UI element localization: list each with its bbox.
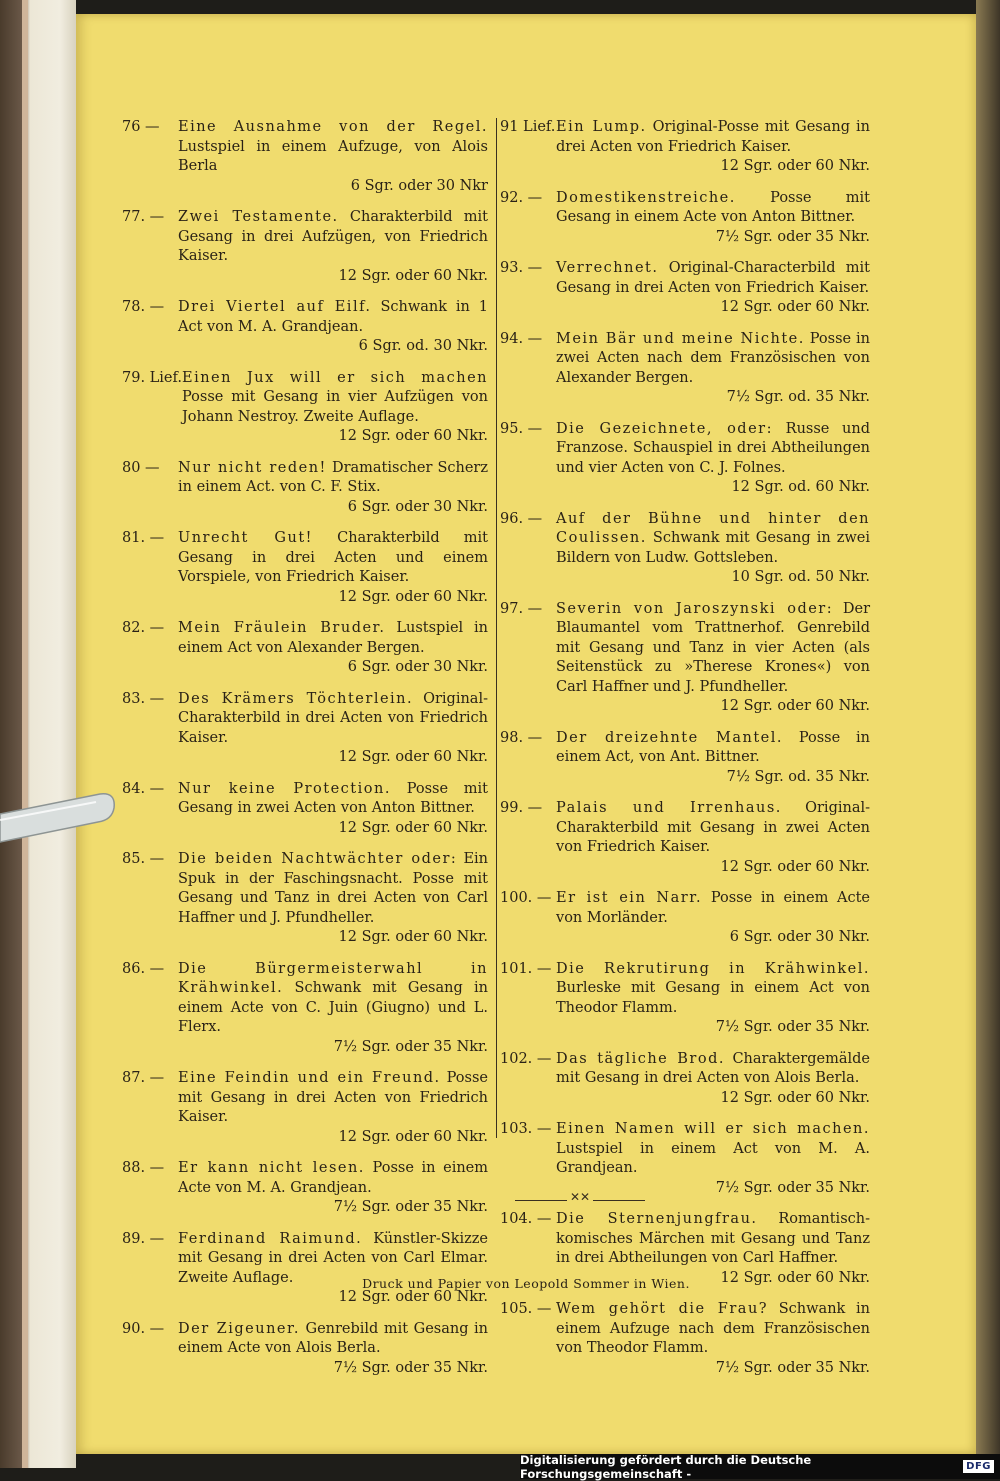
entry-body [122,529,488,588]
ornament-glyph: ✕✕ [569,1190,591,1204]
entry-description: Der Blaumantel vom Trattnerhof. Genrebild mit Gesang und Tanz in vier Acten (als Seitenstück zu »Therese Krones«) von Carl Haffner und J. Pfundheller. [556,600,871,695]
entry-text [178,459,488,498]
catalog-entry [500,960,870,1038]
entry-description: Dramatischer Scherz in einem Act. von C. F. Stix. [178,459,489,495]
entry-body [500,960,870,1019]
entry-number: 95. — [500,420,543,437]
entry-number: 89. — [122,1230,165,1247]
entry-title: Die Rekrutirung in Krähwinkel. [556,960,870,977]
entry-number: 85. — [122,851,165,867]
entry-description: Schwank mit Gesang in einem Acte von C. Juin (Giugno) und L. Flerx. [178,980,488,1035]
entry-description: Künstler-Skizze mit Gesang in drei Acten von Carl Elmar. Zweite Auflage. [178,1230,489,1286]
entry-price: 7½ Sgr. oder 35 Nkr. [333,1038,488,1055]
entry-body [500,600,870,698]
printer-imprint: Druck und Papier von Leopold Sommer in Wien. [362,1276,690,1291]
entry-title: Palais und Irrenhaus. [556,800,782,816]
entry-title: Die Gezeichnete, oder: [556,420,773,437]
entry-number: 88. — [122,1160,165,1176]
entry-body [500,799,870,858]
entry-text [556,1050,870,1089]
entry-text [178,1320,488,1359]
left-column [122,118,497,1376]
entry-text [556,259,870,298]
entry-description: Lustspiel in einem Act von Alexander Bergen. [178,620,489,656]
entry-title: Wem gehört die Frau? [556,1301,769,1317]
entry-number: 99. — [500,800,543,816]
entry-body [122,208,488,267]
entry-title: Einen Namen will er sich machen. [556,1121,870,1137]
entry-description: Schwank in 1 Act von M. A. Grandjean. [178,299,489,335]
entry-body [500,1050,870,1089]
entry-title: Drei Viertel auf Eilf. [178,299,372,315]
entry-body [500,189,870,228]
entry-number: 92. — [500,189,543,206]
entry-body [122,960,488,1038]
catalog-entry [122,690,488,768]
entry-title: Mein Bär und meine Nichte. [556,330,805,347]
entry-price: 12 Sgr. od. 60 Nkr. [731,479,870,495]
entry-title: Mein Fräulein Bruder. [178,620,386,636]
entry-number: 94. — [500,330,543,347]
catalog-entry [500,118,870,177]
entry-price: 6 Sgr. oder 30 Nkr. [729,929,870,945]
entry-description: Original-Charakterbild in drei Acten von Friedrich Kaiser. [178,690,488,746]
entry-price: 12 Sgr. oder 60 Nkr. [338,588,488,605]
catalog-entry [500,600,870,717]
entry-description: Russe und Franzose. Schauspiel in drei Abtheilungen und vier Acten von C. J. Folnes. [556,420,871,476]
entry-text [556,510,870,569]
catalog-entry [500,1300,870,1378]
entry-text [556,330,870,389]
entry-text [178,118,488,177]
entry-number: 81. — [122,530,165,546]
entry-text [178,529,488,588]
catalog-entry [122,780,488,839]
entry-body [122,1069,488,1128]
entry-description: Burleske mit Gesang in einem Act von Theodor Flamm. [556,980,870,1016]
entry-number: 102. — [500,1050,552,1067]
entry-text [556,420,870,479]
entry-text [178,960,488,1038]
entry-body [122,850,488,928]
entry-description: Lustspiel in einem Aufzuge, von Alois Berla [178,138,488,174]
entry-price: 7½ Sgr. oder 35 Nkr. [715,1359,870,1376]
adjacent-page-edge [0,0,76,1468]
entry-description: Charakterbild mit Gesang in drei Aufzügen, von Friedrich Kaiser. [178,209,488,264]
entry-text [556,600,870,698]
entry-title: Einen Jux will er sich machen [181,369,488,386]
entry-description: Original-Charakterbild mit Gesang in zwei Acten von Friedrich Kaiser. [556,800,871,855]
entry-price: 12 Sgr. oder 60 Nkr. [338,819,488,836]
digitization-banner [520,1454,1000,1479]
entry-description: Schwank mit Gesang in zwei Bildern von Ludw. Gottsleben. [556,530,870,566]
entry-text [556,1120,870,1179]
entry-text [556,118,870,157]
entry-price: 10 Sgr. od. 50 Nkr. [731,569,870,585]
entry-title: Nur keine Protection. [178,780,391,797]
entry-description: Schwank in einem Aufzuge nach dem Französischen von Theodor Flamm. [556,1301,870,1356]
entry-description: Original-Characterbild mit Gesang in drei Acten von Friedrich Kaiser. [556,260,870,296]
entry-title: Eine Feindin und ein Freund. [178,1070,441,1086]
entry-number: 100. — [500,890,552,906]
entry-text [556,1210,870,1269]
entry-price: 12 Sgr. oder 60 Nkr. [338,267,488,284]
entry-body [500,729,870,768]
entry-text [556,799,870,858]
catalog-entry [500,330,870,408]
catalog-entry [122,529,488,607]
entry-title: Des Krämers Töchterlein. [178,690,414,707]
entry-number: 82. — [122,620,165,636]
entry-text [178,1069,488,1128]
entry-body [122,459,488,498]
dfg-logo: DFG [963,1460,994,1473]
catalog-entry [500,799,870,877]
entry-text [556,889,870,928]
entry-description: Charaktergemälde mit Gesang in drei Acten von Alois Berla. [556,1050,870,1086]
catalog-entry [500,420,870,498]
entry-title: Verrechnet. [556,260,659,276]
entry-body [500,330,870,389]
divider-ornament [515,1190,645,1206]
entry-price: 6 Sgr. oder 30 Nkr. [347,659,488,675]
entry-price: 7½ Sgr. oder 35 Nkr. [333,1199,488,1215]
entry-price: 7½ Sgr. oder 35 Nkr. [715,1179,870,1196]
entry-description: Charakterbild mit Gesang in drei Acten und einem Vorspiele, von Friedrich Kaiser. [178,530,488,585]
entry-description: Romantisch-komisches Märchen mit Gesang und Tanz in drei Abtheilungen von Carl Haffner. [556,1211,870,1266]
entry-number: 101. — [500,960,552,977]
entry-price: 12 Sgr. oder 60 Nkr. [338,749,488,765]
catalog-entry [122,850,488,948]
entry-number: 78. — [122,299,165,315]
entry-number: 86. — [122,960,165,977]
entry-price: 6 Sgr. oder 30 Nkr [350,177,488,194]
entry-price: 7½ Sgr. od. 35 Nkr. [726,389,870,405]
entry-price: 12 Sgr. oder 60 Nkr. [338,929,488,945]
entry-price: 6 Sgr. oder 30 Nkr. [347,498,488,515]
entry-title: Severin von Jaroszynski oder: [556,600,834,617]
entry-text [556,1300,870,1359]
entry-title: Zwei Testamente. [178,209,339,225]
entry-price: 12 Sgr. oder 60 Nkr. [338,1289,488,1305]
entry-number: 80 — [122,459,160,476]
entry-number: 84. — [122,780,165,797]
entry-number: 83. — [122,690,165,707]
entry-body [122,780,488,819]
entry-title: Nur nicht reden! [178,459,327,476]
entry-price: 12 Sgr. oder 60 Nkr. [720,299,870,315]
catalog-entry [122,960,488,1058]
entry-title: Der dreizehnte Mantel. [556,729,784,746]
entry-number: 87. — [122,1070,165,1086]
entry-text [178,850,488,928]
catalog-entry [500,1120,870,1198]
entry-body [500,510,870,569]
entry-price: 12 Sgr. oder 60 Nkr. [338,428,488,444]
catalog-entry [122,619,488,678]
entry-body [500,259,870,298]
entry-price: 7½ Sgr. od. 35 Nkr. [726,768,870,785]
page-gutter [22,0,28,1468]
entry-body [500,118,870,157]
catalog-entry [122,459,488,518]
entry-title: Auf der Bühne und hinter den Coulissen. [556,510,870,546]
entry-text [556,729,870,768]
entry-title: Domestikenstreiche. [556,189,736,206]
entry-description: Original-Posse mit Gesang in drei Acten von Friedrich Kaiser. [556,119,870,155]
ornament-line-right [593,1200,645,1201]
entry-title: Er ist ein Narr. [556,890,703,906]
entry-title: Die Sternenjungfrau. [556,1211,758,1227]
catalog-entry [500,189,870,248]
entry-number: 97. — [500,600,543,617]
entry-title: Unrecht Gut! [178,530,314,546]
entry-description: Posse in zwei Acten nach dem Französischen von Alexander Bergen. [556,330,870,386]
entry-price: 7½ Sgr. oder 35 Nkr. [715,1019,870,1035]
entry-text [556,189,870,228]
entry-description: Posse mit Gesang in zwei Acten von Anton Bittner. [178,780,488,816]
entry-description: Posse in einem Acte von M. A. Grandjean. [178,1160,489,1196]
digitization-note: Digitalisierung gefördert durch die Deutsche Forschungsgemeinschaft - [520,1452,812,1481]
entry-body [122,298,488,337]
entry-number: 90. — [122,1320,165,1337]
book-edge [976,0,1000,1468]
entry-number: 93. — [500,260,543,276]
entry-body [122,118,488,177]
entry-description: Genrebild mit Gesang in einem Acte von Alois Berla. [178,1320,488,1356]
catalog-entry [122,208,488,286]
entry-description: Posse mit Gesang in einem Acte von Anton Bittner. [556,189,871,225]
entry-number: 76 — [122,119,160,135]
entry-description: Lustspiel in einem Act von M. A. Grandjean. [556,1140,870,1176]
entry-price: 7½ Sgr. oder 35 Nkr. [333,1359,488,1376]
entry-text [178,619,488,658]
entry-number: 91 Lief. [500,119,556,135]
entry-text [178,1159,488,1198]
entry-title: Ferdinand Raimund. [178,1230,363,1247]
entry-text [178,780,488,819]
entry-title: Das tägliche Brod. [556,1050,725,1067]
entry-description: Posse in einem Acte von Morländer. [556,890,870,926]
entry-description: Posse mit Gesang in vier Aufzügen von Johann Nestroy. Zweite Auflage. [181,389,488,425]
entry-text [178,298,488,337]
entry-description: Posse in einem Act, von Ant. Bittner. [556,729,871,765]
entry-title: Der Zigeuner. [178,1320,300,1337]
book-clip [0,790,120,850]
entry-body [122,690,488,749]
entry-text [178,208,488,267]
entry-body [500,1210,870,1269]
entry-body [500,420,870,479]
entry-price: 12 Sgr. oder 60 Nkr. [338,1128,488,1145]
entry-description: Ein Spuk in der Faschingsnacht. Posse mit Gesang und Tanz in drei Acten von Carl Haffner und J. Pfundheller. [178,851,488,926]
entry-title: Die beiden Nachtwächter oder: [178,851,458,867]
catalog-entry [122,1230,488,1308]
entry-number: 79. Lief. [122,369,182,386]
entry-body [500,1120,870,1179]
entry-body [122,619,488,658]
entry-body [122,369,488,428]
entry-price: 12 Sgr. oder 60 Nkr. [720,698,870,714]
entry-title: Ein Lump. [556,119,647,135]
catalog-entry [122,369,488,447]
ornament-line-left [515,1200,567,1201]
catalog-entry [122,1320,488,1379]
entry-price: 12 Sgr. oder 60 Nkr. [720,1269,870,1286]
catalog-entry [500,1050,870,1109]
entry-title: Er kann nicht lesen. [178,1160,365,1176]
entry-number: 98. — [500,729,543,746]
catalog-entry [500,889,870,948]
catalog-entry [122,298,488,357]
entry-description: Posse mit Gesang in drei Acten von Friedrich Kaiser. [178,1070,488,1125]
entry-text [556,960,870,1019]
entry-price: 12 Sgr. oder 60 Nkr. [720,858,870,875]
catalog-entry [122,1159,488,1218]
entry-number: 103. — [500,1121,552,1137]
entry-title: Die Bürgermeisterwahl in Krähwinkel. [178,960,488,996]
entry-body [122,1159,488,1198]
entry-number: 104. — [500,1211,552,1227]
entry-price: 7½ Sgr. oder 35 Nkr. [715,228,870,245]
entry-number: 77. — [122,209,165,225]
entry-price: 12 Sgr. oder 60 Nkr. [720,158,870,174]
entry-text [178,690,488,749]
entry-text [182,369,488,428]
entry-body [500,889,870,928]
entry-number: 105. — [500,1301,552,1317]
catalog-entry [500,259,870,318]
entry-price: 12 Sgr. oder 60 Nkr. [720,1089,870,1106]
entry-number: 96. — [500,510,543,527]
entry-title: Eine Ausnahme von der Regel. [178,119,488,135]
entry-body [122,1320,488,1359]
catalog-entry [122,118,488,196]
catalog-entry [122,1069,488,1147]
entry-body [500,1300,870,1359]
entry-price: 6 Sgr. od. 30 Nkr. [358,338,488,354]
catalog-entry [500,510,870,588]
catalog-entry [500,729,870,788]
